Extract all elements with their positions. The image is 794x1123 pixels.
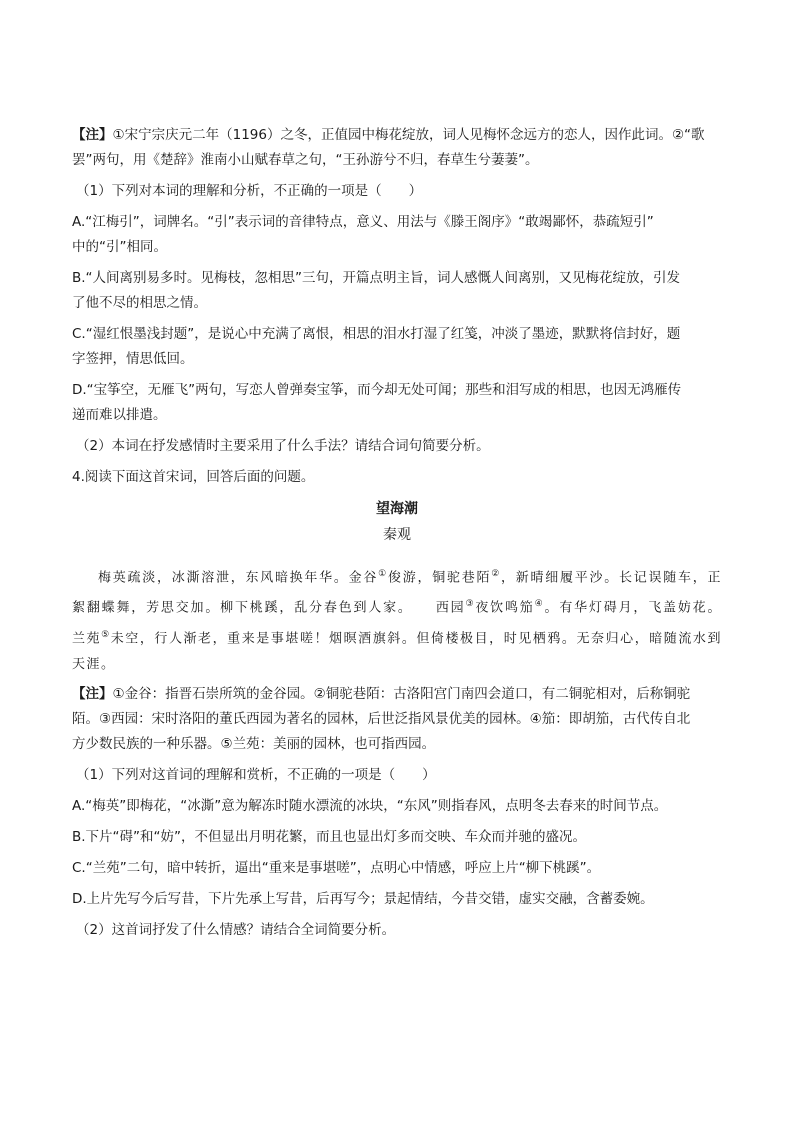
poem-text: 夜饮鸣笳 — [475, 600, 535, 616]
question-stem: （1）下列对本词的理解和分析，不正确的一项是（ ） — [76, 183, 423, 199]
question-stem: （2）本词在抒发感情时主要采用了什么手法？请结合词句简要分析。 — [76, 438, 490, 454]
note-line — [72, 123, 722, 148]
option-c — [72, 856, 722, 881]
note-tag: 【注】 — [72, 127, 113, 143]
task-4-block — [72, 465, 722, 490]
option-a — [72, 210, 722, 260]
task-heading: 4.阅读下面这首宋词，回答后面的问题。 — [72, 469, 315, 485]
option-line: 递而难以排遣。 — [72, 407, 167, 423]
note-line: 罢”两句，用《楚辞》淮南小山赋春草之句，“王孙游兮不归，春草生兮萋萋”。 — [72, 152, 539, 168]
option-line: 中的“引”相同。 — [72, 239, 167, 255]
note-line — [72, 682, 722, 707]
note-block-2 — [72, 682, 722, 757]
option-line: C.“兰苑”二句，暗中转折，逼出“重来是事堪嗟”，点明心中情感，呼应上片“柳下桃蹊”。 — [72, 859, 601, 876]
option-line: A.“江梅引”，词牌名。“引”表示词的音律特点，意义、用法与《滕王阁序》“敢竭鄙怀，恭疏短引” — [72, 214, 654, 230]
footnote-mark: ③ — [465, 599, 476, 610]
option-b — [72, 825, 722, 850]
poem-text: 俊游，铜驼巷陌 — [388, 570, 492, 586]
footnote-mark: ① — [378, 569, 388, 579]
question-stem: （2）这首词抒发了什么情感？请结合全词简要分析。 — [76, 921, 396, 938]
question-3-block — [72, 763, 722, 788]
poem-text: 未空，行人渐老，重来是事堪嗟！烟暝酒旗斜。但倚楼极目，时见栖鸦。无奈归心，暗随流水到天涯。 — [72, 630, 722, 672]
option-a — [72, 794, 722, 819]
question-stem: （1）下列对这首词的理解和赏析，不正确的一项是（ ） — [76, 766, 436, 783]
footnote-mark: ⑤ — [101, 629, 111, 640]
option-b — [72, 266, 722, 316]
option-line: D.“宝筝空，无雁飞”两句，写恋人曾弹奏宝筝，而今却无处可闻；那些和泪写成的相思，也因无鸿雁传 — [72, 382, 682, 398]
poem-body — [72, 561, 722, 678]
question-4-block — [72, 918, 722, 943]
option-line: 了他不尽的相思之情。 — [72, 295, 207, 311]
note-line: 陌。③西园：宋时洛阳的董氏西园为著名的园林，后世泛指风景优美的园林。④笳：即胡笳，古代传自北 — [72, 710, 691, 727]
footnote-mark: ④ — [534, 599, 545, 610]
poem-text: 。有华灯碍月，飞盖妨花。兰苑 — [72, 600, 722, 646]
poem-author: 秦观 — [383, 527, 411, 543]
note-tag: 【注】 — [72, 685, 113, 702]
question-2-block — [72, 434, 722, 459]
option-line: B.“人间离别易多时。见梅枝，忽相思”三句，开篇点明主旨，词人感慨人间离别，又见梅花绽放，引发 — [72, 270, 681, 286]
option-c — [72, 322, 722, 372]
question-1-block — [72, 179, 722, 204]
note-block-1 — [72, 123, 722, 173]
option-line: B.下片“碍”和“妨”，不但显出月明花繁，而且也显出灯多而交映、车众而并驰的盛况。 — [72, 828, 587, 845]
note-line: 方少数民族的一种乐器。⑤兰苑：美丽的园林，也可指西园。 — [72, 735, 436, 752]
note-text: ①宋宁宗庆元二年（1196）之冬，正值园中梅花绽放，词人见梅怀念远方的恋人，因作此词。②“歌 — [112, 127, 705, 143]
note-text: ①金谷：指晋石崇所筑的金谷园。②铜驼巷陌：古洛阳宫门南四会道口，有二铜驼相对，后称铜驼 — [112, 685, 691, 702]
option-line: 字签押，情思低回。 — [72, 351, 194, 367]
option-line: C.“湿红恨墨浅封题”，是说心中充满了离恨，相思的泪水打湿了红笺，冲淡了墨迹，默默将信封好，题 — [72, 326, 681, 342]
option-d — [72, 887, 722, 912]
document-page — [72, 123, 722, 949]
poem-title: 望海潮 — [376, 501, 418, 517]
poem-text: 梅英疏淡，冰澌溶泄，东风暗换年华。金谷 — [98, 570, 379, 586]
footnote-mark: ② — [491, 569, 502, 579]
option-line: D.上片先写今后写昔，下片先承上写昔，后再写今；景起情结，今昔交错，虚实交融，含蓄委婉。 — [72, 890, 654, 907]
poem-text: ，新晴细履平沙。长记误随车，正絮翻蝶舞，芳思交加。柳下桃蹊，乱分春色到人家。 西园 — [72, 570, 722, 616]
option-d — [72, 378, 722, 428]
option-line: A.“梅英”即梅花，“冰澌”意为解冻时随水漂流的冰块，“东风”则指春风，点明冬去春来的时间节点。 — [72, 797, 668, 814]
